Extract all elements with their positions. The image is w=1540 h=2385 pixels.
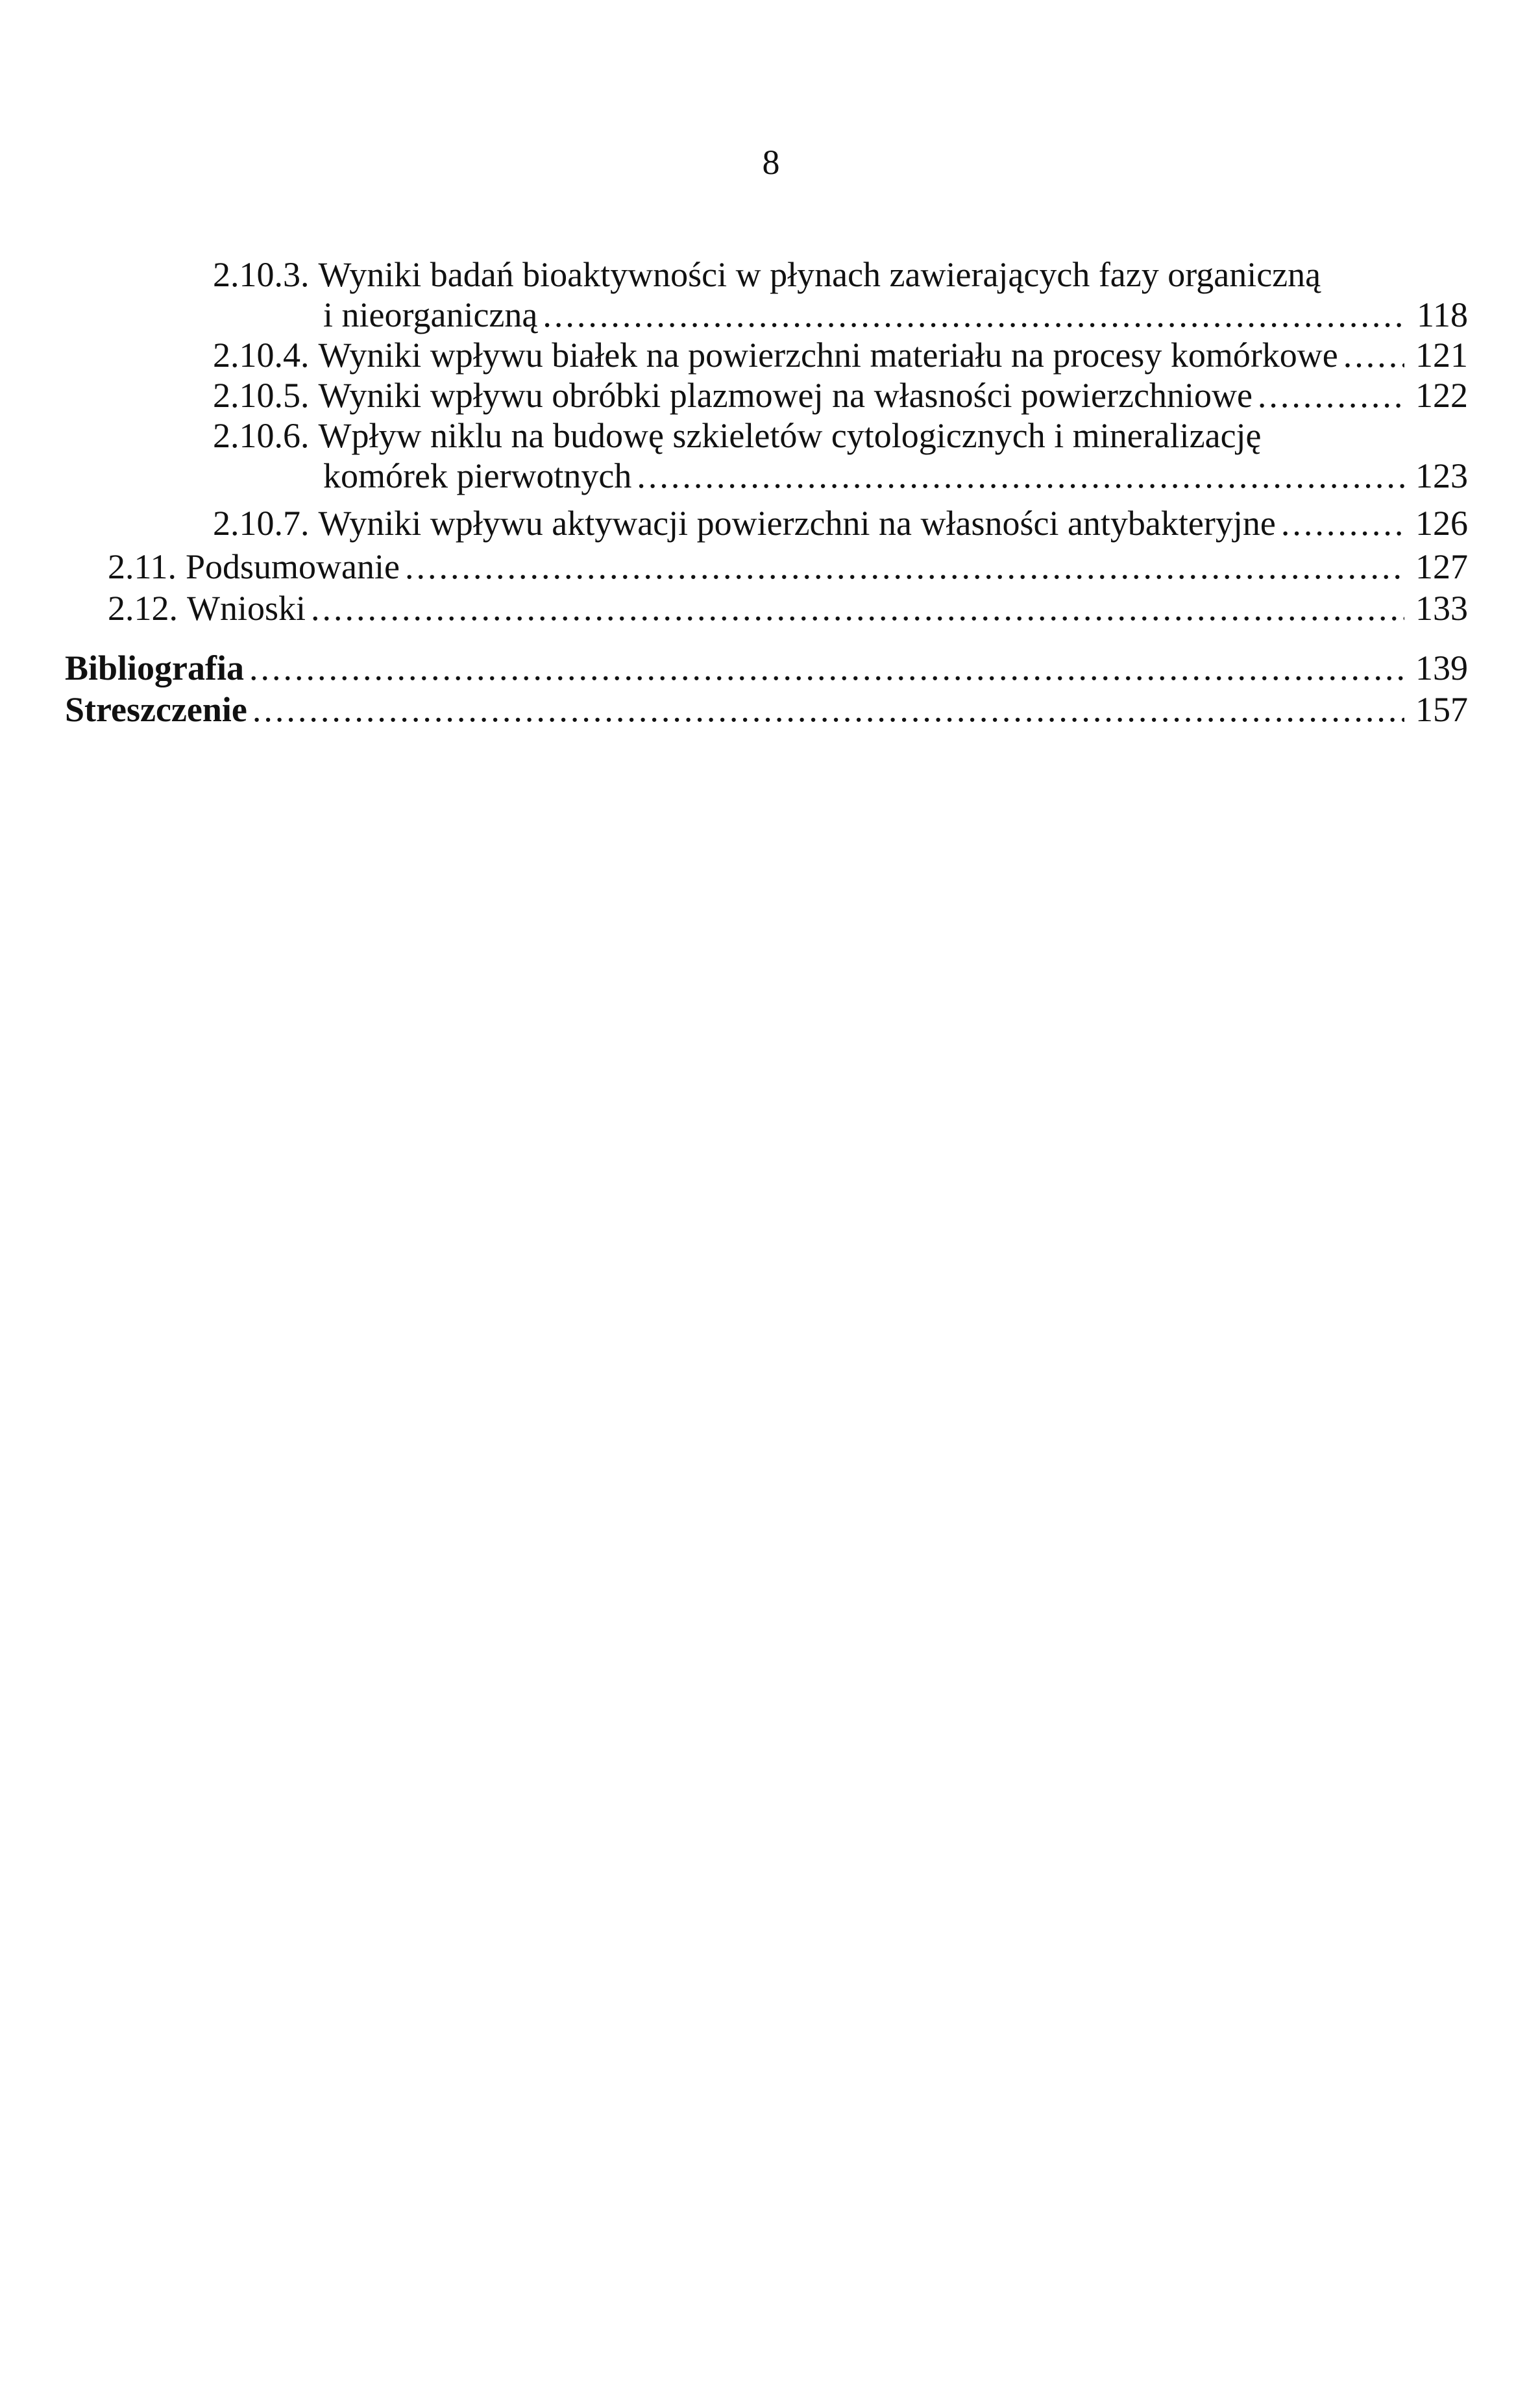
toc-entry-2-12	[108, 588, 1468, 628]
dot-leader	[1258, 375, 1404, 415]
page-number: 8	[762, 143, 780, 182]
toc-entry-2-10-5	[213, 375, 1468, 415]
toc-entry-2-10-3	[213, 254, 1468, 295]
toc-entry-title: Streszczenie	[65, 690, 247, 729]
toc-entry-title: Wyniki wpływu obróbki plazmowej na własności powierzchniowe	[318, 376, 1253, 415]
dot-leader	[252, 689, 1404, 730]
toc-entry-title: Podsumowanie	[186, 547, 400, 586]
toc-entry-2-10-3-continued	[323, 295, 1468, 335]
toc-entry-2-10-4	[213, 335, 1468, 375]
toc-entry-title: Wnioski	[187, 589, 306, 628]
toc-entry-page: 139	[1415, 649, 1468, 687]
toc-entry-page: 157	[1415, 690, 1468, 729]
dot-leader	[1343, 335, 1404, 375]
toc-entry-2-10-6-continued	[323, 456, 1468, 496]
dot-leader	[543, 295, 1404, 335]
dot-leader	[1281, 503, 1404, 543]
toc-entry-title: i nieorganiczną	[323, 295, 538, 334]
dot-leader	[637, 456, 1404, 496]
dot-leader	[249, 648, 1404, 688]
dot-leader	[311, 588, 1404, 628]
toc-entry-page: 118	[1417, 295, 1468, 334]
toc-entry-page: 126	[1415, 504, 1468, 543]
toc-entry-title: Wyniki wpływu białek na powierzchni materiału na procesy komórkowe	[318, 336, 1338, 375]
toc-entry-number: 2.10.4.	[213, 336, 310, 375]
toc-entry-page: 127	[1415, 547, 1468, 586]
toc-entry-number: 2.10.7.	[213, 504, 310, 543]
toc-entry-title: Wpływ niklu na budowę szkieletów cytologicznych i mineralizację	[318, 416, 1262, 455]
toc-entry-title: Bibliografia	[65, 649, 245, 687]
toc-entry-page: 122	[1415, 376, 1468, 415]
toc-entry-title: Wyniki badań bioaktywności w płynach zawierających fazy organiczną	[318, 255, 1321, 294]
toc-entry-number: 2.12.	[108, 589, 178, 628]
toc-entry-bibliografia	[65, 648, 1468, 688]
toc-entry-2-10-6	[213, 415, 1468, 456]
toc-entry-page: 123	[1415, 456, 1468, 495]
toc-entry-page: 121	[1415, 336, 1468, 375]
toc-entry-number: 2.10.3.	[213, 255, 310, 294]
toc-entry-title: Wyniki wpływu aktywacji powierzchni na własności antybakteryjne	[318, 504, 1276, 543]
toc-entry-number: 2.10.5.	[213, 376, 310, 415]
toc-entry-number: 2.11.	[108, 547, 177, 586]
toc-entry-2-10-7	[213, 503, 1468, 543]
toc-entry-page: 133	[1415, 589, 1468, 628]
toc-entry-2-11	[108, 547, 1468, 587]
toc-entry-streszczenie	[65, 689, 1468, 730]
dot-leader	[405, 547, 1404, 587]
toc-entry-number: 2.10.6.	[213, 416, 310, 455]
toc-entry-title: komórek pierwotnych	[323, 456, 632, 495]
